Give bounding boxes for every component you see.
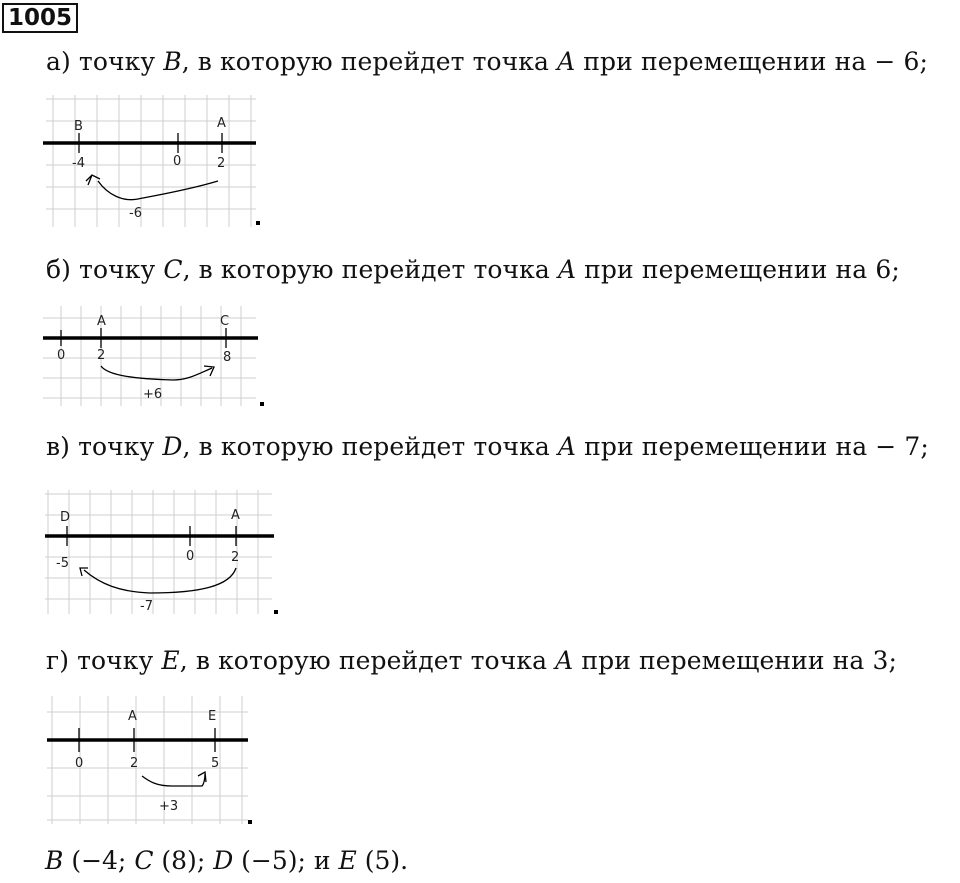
tick-label: 2 (217, 156, 226, 171)
point-label-d: D (60, 510, 71, 525)
task-b-point: C (163, 255, 183, 284)
arrow-head (86, 175, 100, 185)
point-label-a: A (231, 508, 240, 523)
answer-d-value: (−5); и (233, 846, 339, 875)
number-line-figure-b (38, 306, 270, 410)
problem-number: 1005 (2, 3, 78, 33)
task-g (46, 646, 897, 675)
task-b (46, 255, 900, 284)
tick-label: 2 (97, 348, 106, 363)
answer-e-value: (5). (356, 846, 409, 875)
task-b-middle: , в которую перейдет точка (182, 255, 558, 284)
period-dot (274, 610, 278, 614)
task-v-point: D (162, 432, 183, 461)
shift-label: -7 (140, 599, 153, 614)
shift-arc (98, 181, 218, 200)
tick-label: -4 (72, 156, 85, 171)
task-b-from: A (557, 255, 577, 284)
task-a-from: A (557, 47, 576, 76)
answer-b-value: (−4; (63, 846, 135, 875)
point-label-a: A (97, 314, 106, 329)
task-a-prefix: а) точку (46, 47, 164, 76)
task-a-suffix: при перемещении на − 6; (575, 47, 929, 76)
tick-label: 0 (173, 154, 182, 169)
point-label-b: B (74, 119, 83, 134)
tick-label: -5 (56, 556, 69, 571)
task-g-from: A (555, 646, 574, 675)
task-g-prefix: г) точку (46, 646, 162, 675)
task-v (46, 432, 929, 461)
tick-label: 8 (223, 350, 232, 365)
task-b-suffix: при перемещении на 6; (576, 255, 900, 284)
task-g-suffix: при перемещении на 3; (573, 646, 898, 675)
number-line-figure-g (42, 696, 262, 830)
tick-label: 0 (186, 549, 195, 564)
shift-arc (142, 774, 205, 786)
tick-label: 0 (75, 756, 84, 771)
shift-label: +3 (159, 799, 179, 814)
task-v-suffix: при перемещении на − 7; (576, 432, 929, 461)
task-v-middle: , в которую перейдет точка (182, 432, 558, 461)
task-a (46, 47, 928, 76)
number-line-figure-v (40, 490, 284, 620)
answer-d: D (213, 846, 234, 875)
task-g-point: E (161, 646, 180, 675)
tick-label: 2 (130, 756, 139, 771)
shift-label: +6 (143, 387, 163, 402)
point-label-a: A (128, 709, 137, 724)
tick-label: 0 (57, 348, 66, 363)
period-dot (256, 221, 260, 225)
answer-line (45, 846, 408, 875)
period-dot (248, 820, 252, 824)
task-v-from: A (557, 432, 577, 461)
answer-b: B (45, 846, 64, 875)
task-g-middle: , в которую перейдет точка (179, 646, 556, 675)
task-b-prefix: б) точку (46, 255, 164, 284)
shift-label: -6 (129, 206, 142, 221)
task-a-point: B (163, 47, 182, 76)
point-label-c: C (220, 314, 230, 329)
answer-c-value: (8); (153, 846, 214, 875)
task-a-middle: , в которую перейдет точка (181, 47, 558, 76)
task-v-prefix: в) точку (46, 432, 163, 461)
point-label-a: A (217, 116, 226, 131)
tick-label: 2 (231, 550, 240, 565)
shift-arc (84, 568, 236, 593)
point-label-e: E (208, 709, 217, 724)
answer-e: E (338, 846, 357, 875)
period-dot (260, 402, 264, 406)
tick-label: 5 (211, 756, 220, 771)
answer-c: C (134, 846, 154, 875)
number-line-figure-a (38, 95, 268, 235)
